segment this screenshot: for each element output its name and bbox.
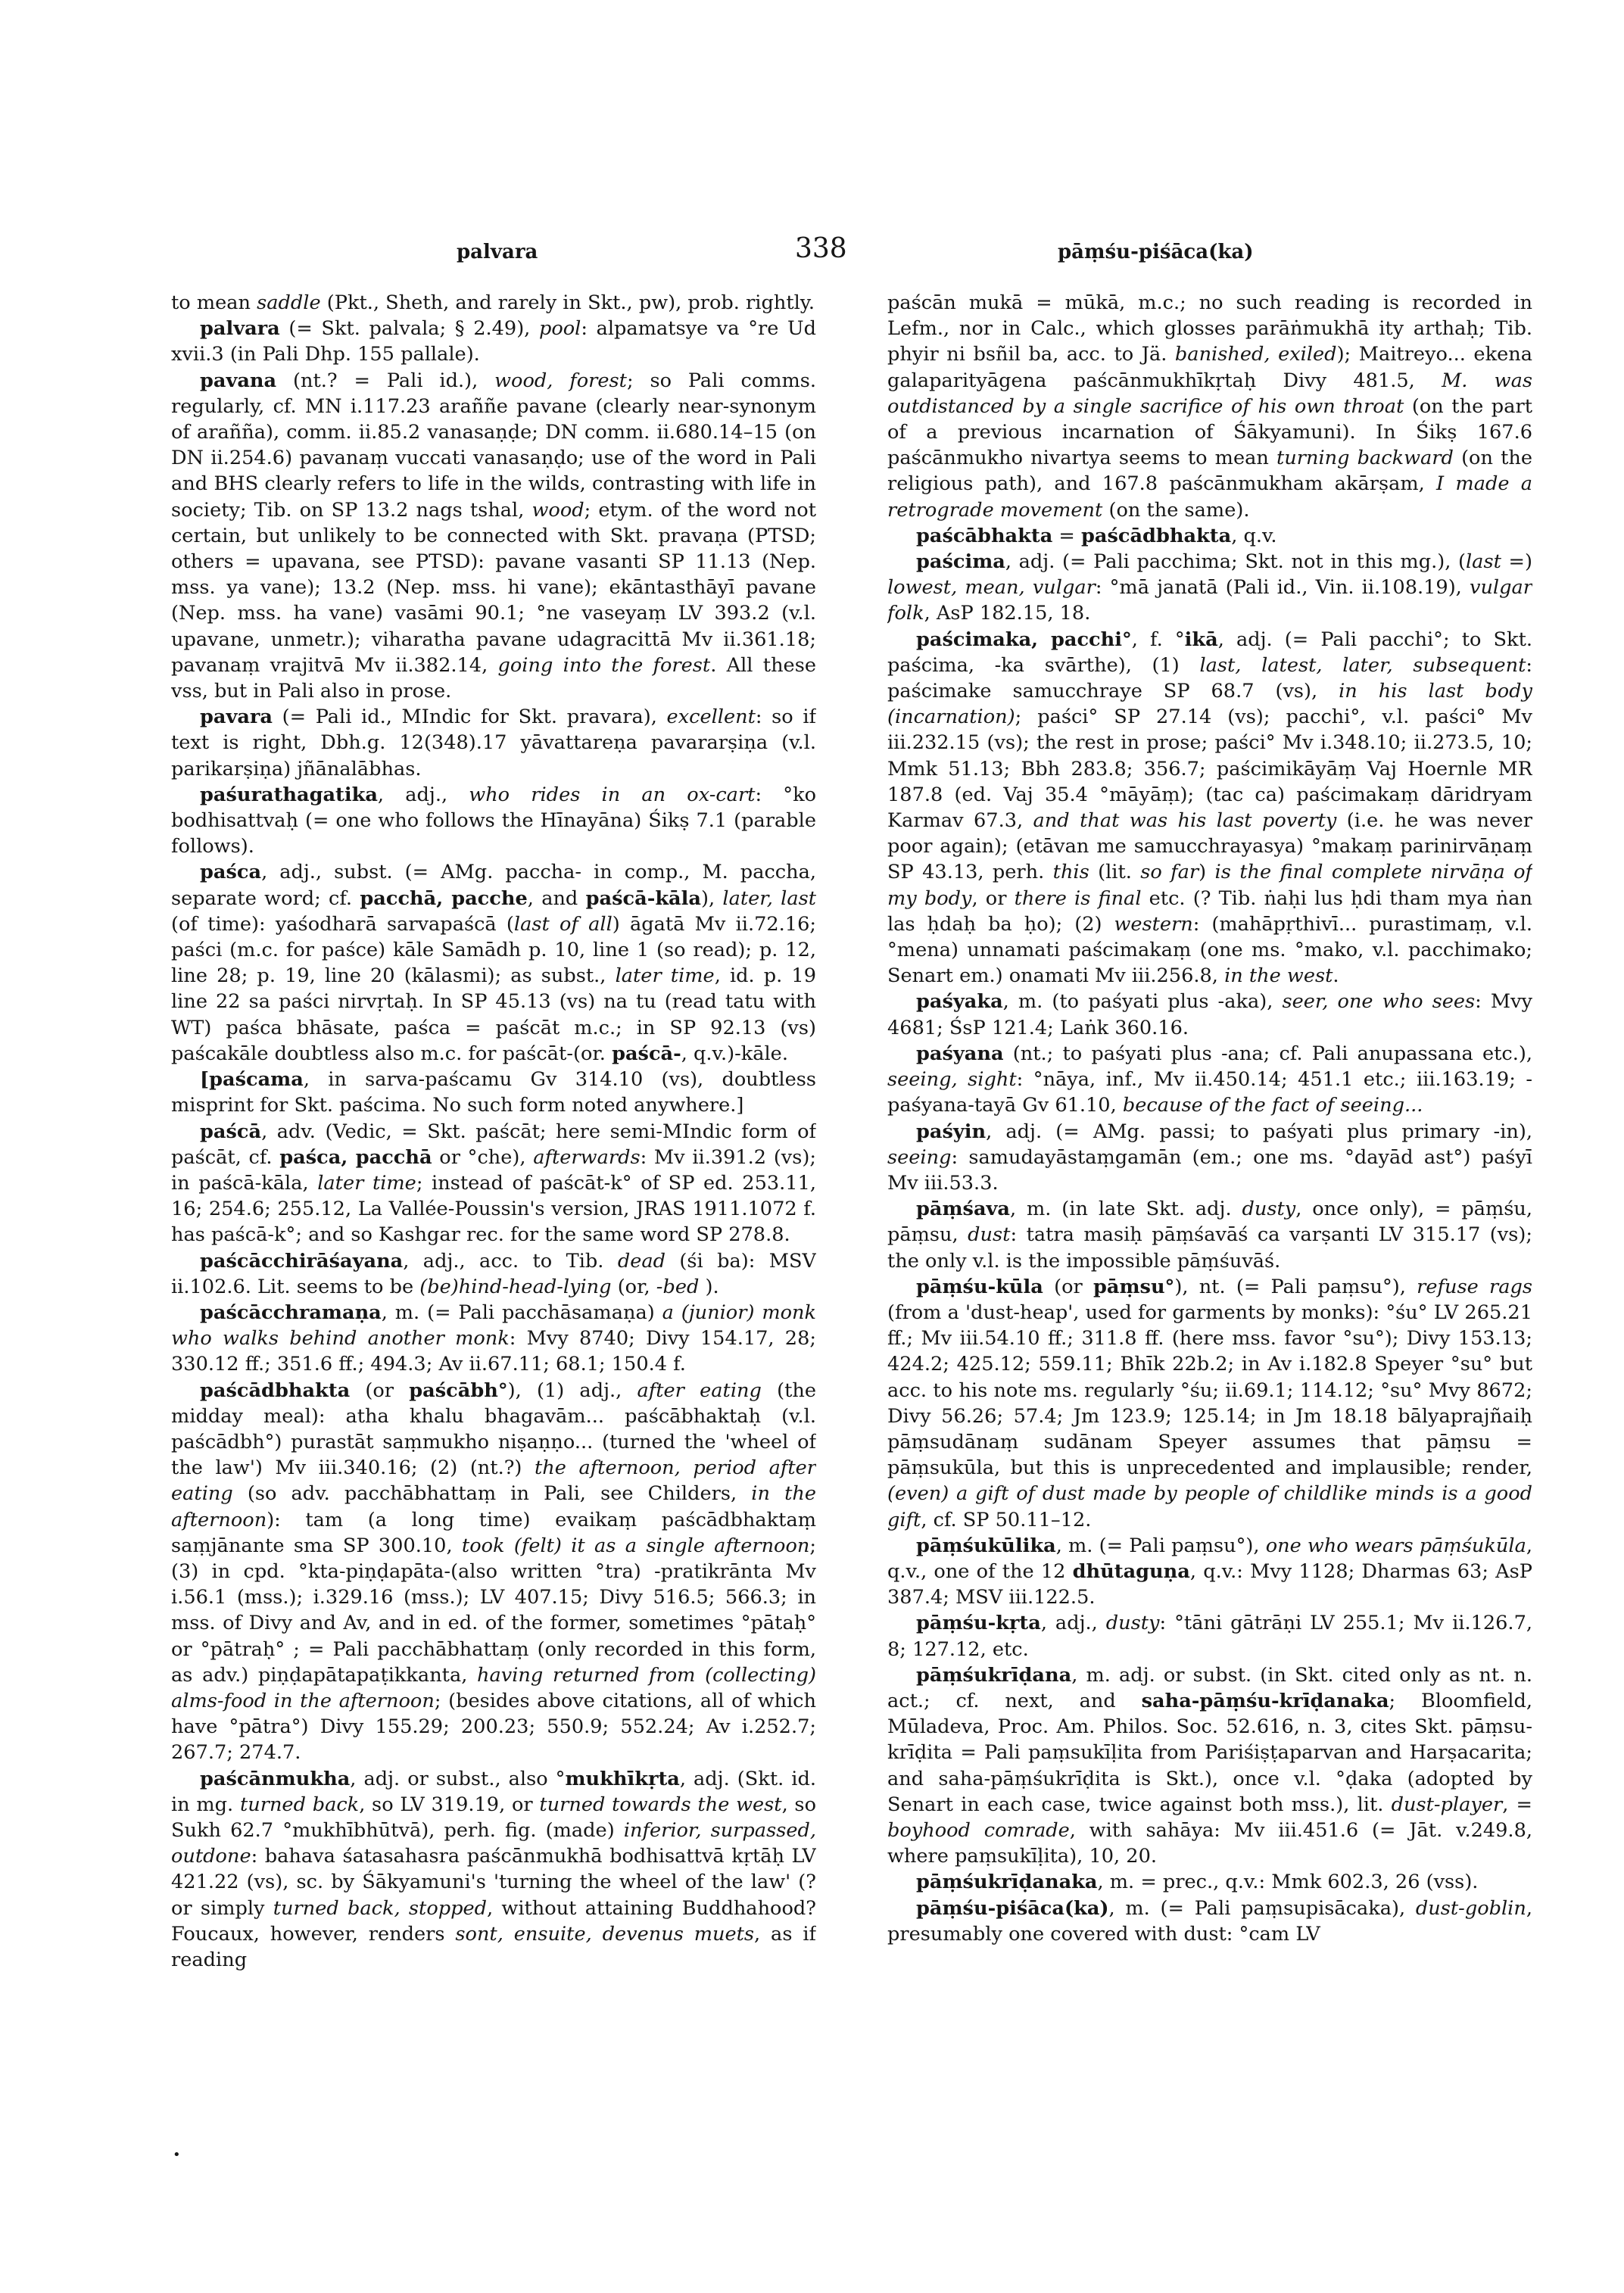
dictionary-entry	[887, 1119, 1532, 1197]
dictionary-entry	[887, 627, 1532, 989]
entry-text: , m. (= Pali paṃsupisācaka),	[1108, 1896, 1416, 1920]
gloss-text: turned back, stopped	[273, 1896, 488, 1920]
page-number: 338	[795, 233, 847, 264]
headword: mukhīkṛta	[565, 1767, 680, 1790]
gloss-text: in the afternoon	[171, 1482, 816, 1531]
headword: saha-pāṃśu-krīḍanaka	[1141, 1689, 1389, 1712]
running-header	[170, 233, 1533, 271]
entry-text: ).	[699, 1275, 719, 1298]
entry-text: etc. (? Tib. ṅaḥi lus ḥdi tham mya ṅan las ḥdaḥ ba ḥo); (2)	[887, 886, 1532, 936]
entry-text: , adj. (Skt. id. in mg.	[171, 1767, 816, 1816]
headword: dhūtaguṇa	[1072, 1559, 1190, 1583]
entry-text: or °che),	[432, 1145, 534, 1169]
dictionary-entry	[887, 1041, 1532, 1119]
entry-text: , m. adj. or subst. (in Skt. cited only as nt. n. act.; cf. next, and	[887, 1663, 1532, 1712]
dictionary-entry	[171, 1300, 816, 1378]
headword: ikā	[1184, 628, 1218, 651]
entry-text: : alpamatsye va °re Ud xvii.3 (in Pali Dhp. 155 pallale).	[171, 317, 816, 366]
entry-text: , q.v., one of the 12	[887, 1534, 1532, 1583]
entry-text: , adj. (= Pali pacchima; Skt. not in this mg.), (	[1005, 550, 1466, 574]
entry-text: , adj., acc. to Tib.	[403, 1249, 618, 1273]
entry-text: ): tam (a long time) evaikaṃ paścādbhaktaṃ saṃjānante sma SP 300.10,	[171, 1508, 816, 1557]
entry-text: , as if reading	[171, 1922, 816, 1971]
dictionary-entry	[887, 1896, 1532, 1947]
entry-text: ),	[700, 886, 723, 910]
entry-text: ; Bloomfield, Mūladeva, Proc. Am. Philos. Soc. 52.616, n. 3, cites Skt. pāṃsu-krīḍita = Pali paṃsukīḷita from Pariśiṣṭaparvan and Harṣacarita; and saha-pāṃśukrīḍita is Skt.), once v.l. °ḍaka (adopted by Senart in each case, twice against both mss.), lit.	[887, 1689, 1532, 1816]
entry-text: , adj., subst. (= AMg. paccha- in comp., M. paccha, separate word; cf.	[171, 861, 816, 910]
entry-text: , =	[1502, 1793, 1532, 1816]
dictionary-entry	[171, 704, 816, 782]
headword: pavara	[200, 706, 273, 729]
headword: paśca	[200, 861, 262, 884]
dictionary-entry	[887, 1274, 1532, 1533]
entry-text: : so if text is right, Dbh.g. 12(348).17 yāvattareṇa pavararṣiṇa (v.l. parikarṣiṇa) jñānalābhas.	[171, 706, 816, 780]
continued-text	[171, 290, 816, 316]
gloss-text: seer, one who sees	[1282, 990, 1476, 1014]
gloss-text: and that was his last poverty	[1033, 809, 1337, 833]
headword: paścādbhakta	[200, 1379, 351, 1402]
entry-text: (= Pali id., MIndic for Skt. pravara),	[273, 706, 667, 729]
gloss-text: so far	[1140, 861, 1199, 884]
dictionary-entry	[171, 859, 816, 1067]
gloss-text: going into the forest	[497, 653, 711, 677]
headword: paścācchirāśayana	[200, 1249, 404, 1273]
entry-text: =)	[1501, 550, 1532, 574]
headword: paścā	[200, 1120, 262, 1143]
right-guide-word: pāṃśu-piśāca(ka)	[1058, 241, 1254, 263]
dictionary-entry	[171, 782, 816, 860]
headword: [paścama	[200, 1068, 304, 1092]
entry-text: , m. = prec., q.v.: Mmk 602.3, 26 (vss).	[1097, 1871, 1479, 1894]
gloss-text: later time	[317, 1171, 416, 1195]
headword: pacchā, pacche	[360, 886, 528, 910]
entry-text: : paścimake samucchraye SP 68.7 (vs),	[887, 653, 1532, 703]
entry-text: (śi ba): MSV ii.102.6. Lit. seems to be	[171, 1249, 816, 1298]
entry-text: : tatra masiḥ pāṃśavāś ca varṣanti LV 315.17 (vs); the only v.l. is the impossible pāṃśuvāś.	[887, 1223, 1532, 1273]
entry-text: (on the same).	[1102, 498, 1250, 522]
entry-text: (on the religious path), and 167.8 paścānmukham akārṣam,	[887, 447, 1532, 496]
dictionary-entry	[171, 368, 816, 705]
entry-text: , cf. SP 50.11–12.	[921, 1508, 1092, 1531]
entry-text: , adj. (= AMg. passi; to paśyati plus primary -in),	[986, 1120, 1532, 1143]
left-column	[171, 290, 816, 2114]
gloss-text: wood, forest	[494, 369, 627, 392]
entry-text: (of time): yaśodharā sarvapaścā (	[171, 912, 514, 936]
gloss-text: in the west	[1224, 964, 1333, 988]
entry-text: .	[1333, 964, 1339, 988]
dictionary-entry	[887, 1196, 1532, 1274]
entry-text: , q.v.	[1231, 524, 1277, 547]
entry-text: , adv. (Vedic, = Skt. paścāt; here semi-MIndic form of paścāt, cf.	[171, 1120, 816, 1169]
headword: pāṃśukrīḍanaka	[916, 1871, 1098, 1894]
headword: paścābhakta	[916, 524, 1053, 547]
entry-text: : °nāya, inf., Mv ii.450.14; 451.1 etc.; iii.163.19; -paśyana-tayā Gv 61.10,	[887, 1068, 1532, 1117]
entry-text: , or	[971, 886, 1015, 910]
entry-text: : (mahāpṛthivī... purastimaṃ, v.l. °mena) unnamati paścimakaṃ (one ms. °mako, v.l. pacchimako; Senart em.) onamati Mv iii.256.8,	[887, 912, 1532, 988]
footer-mark: •	[173, 2147, 181, 2163]
entry-text: (or	[350, 1379, 410, 1402]
entry-text: , adj. (= Pali pacchi°; to Skt. paścima, -ka svārthe), (1)	[887, 628, 1532, 677]
entry-text: ; so Pali comms. regularly, cf. MN i.117.23 araññe pavane (clearly near-synonym of arañña), comm. ii.85.2 vanasaṇḍe; DN comm. ii.680.14–15 (on DN ii.254.6) pavanaṃ vuccati vanasaṇḍo; use of the word in Pali and BHS clearly refers to life in the wilds, contrasting with life in society; Tib. on SP 13.2 nags tshal,	[171, 369, 816, 522]
gloss-text: dead	[617, 1249, 665, 1273]
gloss-text: I made a retrograde movement	[887, 472, 1532, 522]
headword: paścima	[916, 550, 1005, 574]
gloss-text: (even) a gift of dust made by people of childlike minds is a good gift	[887, 1482, 1532, 1531]
entry-text: , once only), = pāṃśu, pāṃsu,	[887, 1198, 1532, 1247]
entry-text: (or	[1043, 1275, 1093, 1298]
headword: pāṃsu°	[1093, 1275, 1175, 1298]
entry-text: to mean	[171, 291, 257, 314]
gloss-text: last of all	[513, 912, 613, 936]
entry-text: , id. p. 19 line 22 sa paści nirvṛtaḥ. In SP 45.13 (vs) na tu (read tatu with WT) paśca bhāsate, paśca = paścāt m.c.; in SP 92.13 (vs) paścakāle doubtless also m.c. for paścāt-(or.	[171, 964, 816, 1065]
entry-text: , adj.,	[1040, 1612, 1106, 1635]
headword: pavana	[200, 369, 277, 392]
entry-text: ; instead of paścāt-k° of SP ed. 253.11, 16; 254.6; 255.12, La Vallée-Poussin's version, JRAS 1911.1072 f. has paścā-k°; and so Kashgar rec. for the same word SP 278.8.	[171, 1171, 816, 1247]
gloss-text: later time	[615, 964, 715, 988]
entry-text: , and	[527, 886, 586, 910]
entry-text: , presumably one covered with dust: °cam LV	[887, 1896, 1532, 1946]
entry-text: (i.e. he was never poor again); (etāvan me samucchrayasya) °makaṃ parinirvāṇaṃ SP 43.13, perh.	[887, 809, 1532, 884]
dictionary-entry	[171, 1067, 816, 1118]
entry-text: : Mvy 4681; ŚsP 121.4; Laṅk 360.16.	[887, 990, 1532, 1039]
entry-text: . All these vss, but in Pali also in prose.	[171, 653, 816, 703]
dictionary-entry	[171, 1766, 816, 1974]
gloss-text: in his last body (incarnation)	[887, 680, 1532, 729]
entry-text: )	[1199, 861, 1215, 884]
headword: pāṃśukūlika	[916, 1534, 1056, 1557]
headword: paścimaka, pacchi°	[916, 628, 1132, 651]
dictionary-entry	[887, 1662, 1532, 1870]
dictionary-entry	[887, 549, 1532, 627]
gloss-text: sont, ensuite, devenus muets	[455, 1922, 755, 1946]
left-guide-word: palvara	[457, 241, 538, 263]
gloss-text: M. was outdistanced by a single sacrifice of his own throat	[887, 369, 1532, 418]
dictionary-entry	[171, 316, 816, 367]
gloss-text: dusty	[1242, 1198, 1296, 1221]
gloss-text: refuse rags	[1417, 1275, 1532, 1298]
gloss-text: because of the fact of seeing...	[1122, 1094, 1423, 1117]
dictionary-entry	[171, 1378, 816, 1766]
gloss-text: later, last	[722, 886, 816, 910]
entry-text: : bahava śatasahasra paścānmukhā bodhisattvā kṛtāḥ LV 421.22 (vs), sc. by Śākyamuni's 'turning the wheel of the law' (? or simply	[171, 1845, 816, 1920]
entry-text: : Mv ii.391.2 (vs); in paścā-kāla,	[171, 1145, 816, 1195]
entry-text: paścān mukā = mūkā, m.c.; no such reading is recorded in Lefm., nor in Calc., which glosses parāṅmukhā ity arthaḥ; Tib. phyir ni bsñil ba, acc. to Jä.	[887, 291, 1532, 366]
gloss-text: took (felt) it as a single afternoon	[461, 1534, 810, 1557]
entry-text: , m. (in late Skt. adj.	[1010, 1198, 1242, 1221]
headword: pāṃśava	[916, 1198, 1011, 1221]
entry-text: , in sarva-paścamu Gv 314.10 (vs), doubtless misprint for Skt. paścima. No such form noted anywhere.]	[171, 1068, 816, 1117]
gloss-text: last, latest, later, subsequent	[1199, 653, 1526, 677]
gloss-text: one who wears pāṃśukūla	[1265, 1534, 1526, 1557]
headword: paśca, pacchā	[279, 1145, 432, 1169]
dictionary-entry	[887, 1869, 1532, 1895]
headword: paśyin	[916, 1120, 987, 1143]
entry-text: , with sahāya: Mv iii.451.6 (= Jāt. v.249.8, where paṃsukīḷita), 10, 20.	[887, 1818, 1532, 1868]
gloss-text: banished, exiled	[1174, 343, 1337, 366]
gloss-text: is the final complete nirvāṇa of my body	[887, 861, 1532, 910]
entry-text: , q.v.: Mvy 1128; Dharmas 63; AsP 387.4; MSV iii.122.5.	[887, 1559, 1532, 1609]
gloss-text: turned towards the west	[539, 1793, 782, 1816]
entry-text: : samudayāstaṃgamān (em.; one ms. °dayād ast°) paśyī Mv iii.53.3.	[887, 1145, 1532, 1195]
dictionary-entry	[887, 1533, 1532, 1611]
entry-text: ) āgatā Mv ii.72.16; paści (m.c. for paśce) kāle Samādh p. 10, line 1 (so read); p. 12, line 28; p. 19, line 20 (kālasmi); as subst.,	[171, 912, 816, 988]
entry-text: : °tāni gātrāṇi LV 255.1; Mv ii.126.7, 8; 127.12, etc.	[887, 1612, 1532, 1661]
entry-text: , m. (= Pali paṃsu°),	[1055, 1534, 1266, 1557]
headword: paścābh°	[409, 1379, 508, 1402]
entry-text: : Mvy 8740; Divy 154.17, 28; 330.12 ff.; 351.6 ff.; 494.3; Av ii.67.11; 68.1; 150.4 f.	[171, 1327, 816, 1376]
gloss-text: afterwards	[533, 1145, 641, 1169]
entry-text: ; etym. of the word not certain, but unlikely to be connected with Skt. pravaṇa (PTSD; others = upavana, see PTSD): pavane vasanti SP 11.13 (Nep. mss. ya vane); 13.2 (Nep. mss. hi vane); ekāntasthāyī pavane (Nep. mss. ha vane) vasāmi 90.1; °ne vaseyaṃ LV 393.2 (v.l. upavane, unmetr.); viharatha pavane udagracittā Mv ii.361.18; pavanaṃ vrajitvā Mv ii.382.14,	[171, 498, 816, 677]
entry-text: ), (1) adj.,	[507, 1379, 637, 1402]
dictionary-entry	[171, 1248, 816, 1300]
dictionary-entry	[887, 1610, 1532, 1662]
headword: paśyana	[916, 1042, 1004, 1065]
entry-text: , without attaining Buddhahood? Foucaux, however, renders	[171, 1896, 816, 1946]
headword: paścādbhakta	[1081, 524, 1232, 547]
entry-text: (nt.; to paśyati plus -ana; cf. Pali anupassana etc.),	[1003, 1042, 1532, 1065]
gloss-text: -bed	[656, 1275, 700, 1298]
gloss-text: (be)hind-head-lying	[419, 1275, 612, 1298]
entry-text: ; paści° SP 27.14 (vs); pacchi°, v.l. paści° Mv iii.232.15 (vs); the rest in prose; paści° Mv i.348.10; ii.273.5, 10; Mmk 51.13; Bbh 283.8; 356.7; paścimikāyāṃ Vaj Hoernle MR 187.8 (ed. Vaj 35.4 °māyāṃ); (tac ca) paścimakaṃ dāridryam Karmav 67.3,	[887, 706, 1532, 833]
dictionary-entry	[887, 989, 1532, 1040]
headword: pāṃśu-kūla	[916, 1275, 1043, 1298]
entry-text: , so Sukh 62.7 °mukhībhūtvā), perh. fig. (made)	[171, 1793, 816, 1842]
gloss-text: boyhood comrade	[887, 1818, 1070, 1842]
headword: paścā-	[612, 1042, 681, 1065]
gloss-text: inferior, surpassed, outdone	[171, 1818, 816, 1868]
entry-text: ; (besides above citations, all of which have °pātra°) Divy 155.29; 200.23; 550.9; 552.24; Av i.252.7; 267.7; 274.7.	[171, 1689, 816, 1765]
gloss-text: vulgar folk	[887, 576, 1532, 625]
headword: paścācchramaṇa	[200, 1301, 382, 1324]
entry-text: (so adv. pacchābhattaṃ in Pali, see Childers,	[232, 1482, 752, 1506]
entry-text: , so LV 319.19, or	[359, 1793, 540, 1816]
entry-text: (or,	[611, 1275, 656, 1298]
entry-text: , adj.,	[377, 783, 469, 806]
entry-text: (the midday meal): atha khalu bhagavām... paścābhaktaḥ (v.l. paścādbh°) purastāt saṃmukho niṣaṇṇo... (turned the 'wheel of the law') Mv iii.340.16; (2) (nt.?)	[171, 1379, 816, 1480]
right-column	[887, 290, 1532, 2114]
headword: paśyaka	[916, 990, 1003, 1014]
entry-text: ; (3) in cpd. °kta-piṇḍapāta-(also written °tra) -pratikrānta Mv i.56.1 (mss.); i.329.16 (mss.); LV 407.15; Divy 516.5; 566.3; in mss. of Divy and Av, and in ed. of the former, sometimes °pātaḥ° or °pātraḥ° ; = Pali pacchābhattaṃ (only recorded in this form, as adv.) piṇḍapātapaṭikkanta,	[171, 1534, 816, 1687]
entry-text: , f. °	[1131, 628, 1185, 651]
gloss-text: there is final	[1014, 886, 1142, 910]
headword: paścānmukha	[200, 1767, 351, 1790]
headword: paśurathagatika	[200, 783, 378, 806]
dictionary-entry	[887, 523, 1532, 549]
gloss-text: seeing	[887, 1145, 952, 1169]
gloss-text: the afternoon, period after eating	[171, 1456, 816, 1506]
gloss-text: who rides in an ox-cart	[469, 783, 756, 806]
gloss-text: having returned from (collecting) alms-food in the afternoon	[171, 1663, 816, 1712]
entry-text: (from a 'dust-heap', used for garments by monks): °śu° LV 265.21 ff.; Mv iii.54.10 ff.; 311.8 ff. (here mss. favor °su°); Divy 153.13; 424.2; 425.12; 559.11; Bhīk 22b.2; in Av i.182.8 Speyer °su° but acc. to his note ms. regularly °śu; ii.69.1; 114.12; °su° Mvy 8672; Divy 56.26; 57.4; Jm 123.9; 125.14; in Jm 18.18 bālyaprajñaiḥ pāṃsudānaṃ sudānam Speyer assumes that pāṃsu = pāṃsukūla, but this is unprecedented and implausible; render,	[887, 1301, 1532, 1480]
gloss-text: western	[1114, 912, 1193, 936]
gloss-text: dust-goblin	[1415, 1896, 1526, 1920]
gloss-text: a (junior) monk who walks behind another monk	[171, 1301, 816, 1351]
gloss-text: saddle	[257, 291, 321, 314]
entry-text: (= Skt. palvala; § 2.49),	[279, 317, 539, 341]
entry-text: ), nt. (= Pali paṃsu°),	[1174, 1275, 1417, 1298]
entry-text: , q.v.)-kāle.	[681, 1042, 788, 1065]
gloss-text: after eating	[637, 1379, 762, 1402]
headword: palvara	[200, 317, 280, 341]
gloss-text: turned back	[239, 1793, 360, 1816]
gloss-text: wood	[531, 498, 584, 522]
entry-text: (Pkt., Sheth, and rarely in Skt., pw), prob. rightly.	[320, 291, 815, 314]
headword: paścā-kāla	[585, 886, 701, 910]
gloss-text: this	[1052, 861, 1089, 884]
gloss-text: dust-player	[1391, 1793, 1503, 1816]
entry-text: , AsP 182.15, 18.	[924, 602, 1091, 625]
entry-text: =	[1052, 524, 1081, 547]
headword: pāṃśu-kṛta	[916, 1612, 1041, 1635]
gloss-text: excellent	[666, 706, 756, 729]
headword: pāṃśu-piśāca(ka)	[916, 1896, 1109, 1920]
gloss-text: dust	[968, 1223, 1011, 1247]
entry-text: , adj. or subst., also °	[350, 1767, 566, 1790]
entry-text: (nt.? = Pali id.),	[276, 369, 495, 392]
entry-text: : °ko bodhisattvaḥ (= one who follows the Hīnayāna) Śikṣ 7.1 (parable follows).	[171, 783, 816, 858]
headword: pāṃśukrīḍana	[916, 1663, 1072, 1687]
dictionary-entry	[171, 1119, 816, 1248]
gloss-text: pool	[538, 317, 581, 341]
entry-text: , m. (to paśyati plus -aka),	[1002, 990, 1283, 1014]
gloss-text: turning backward	[1276, 447, 1454, 470]
entry-text: , m. (= Pali pacchāsamaṇa)	[381, 1301, 662, 1324]
gloss-text: last	[1466, 550, 1501, 574]
entry-text: (on the part of a previous incarnation of Śākyamuni). In Śikṣ 167.6 paścānmukho nivartya seems to mean	[887, 394, 1532, 470]
gloss-text: seeing, sight	[887, 1068, 1017, 1092]
gloss-text: lowest, mean, vulgar	[887, 576, 1096, 600]
entry-text: ); Maitreyo... ekena galaparityāgena paścānmukhīkṛtaḥ Divy 481.5,	[887, 343, 1532, 392]
entry-text: : °mā janatā (Pali id., Vin. ii.108.19),	[1095, 576, 1470, 600]
gloss-text: dusty	[1105, 1612, 1160, 1635]
continued-text	[887, 290, 1532, 523]
entry-text: (lit.	[1089, 861, 1141, 884]
